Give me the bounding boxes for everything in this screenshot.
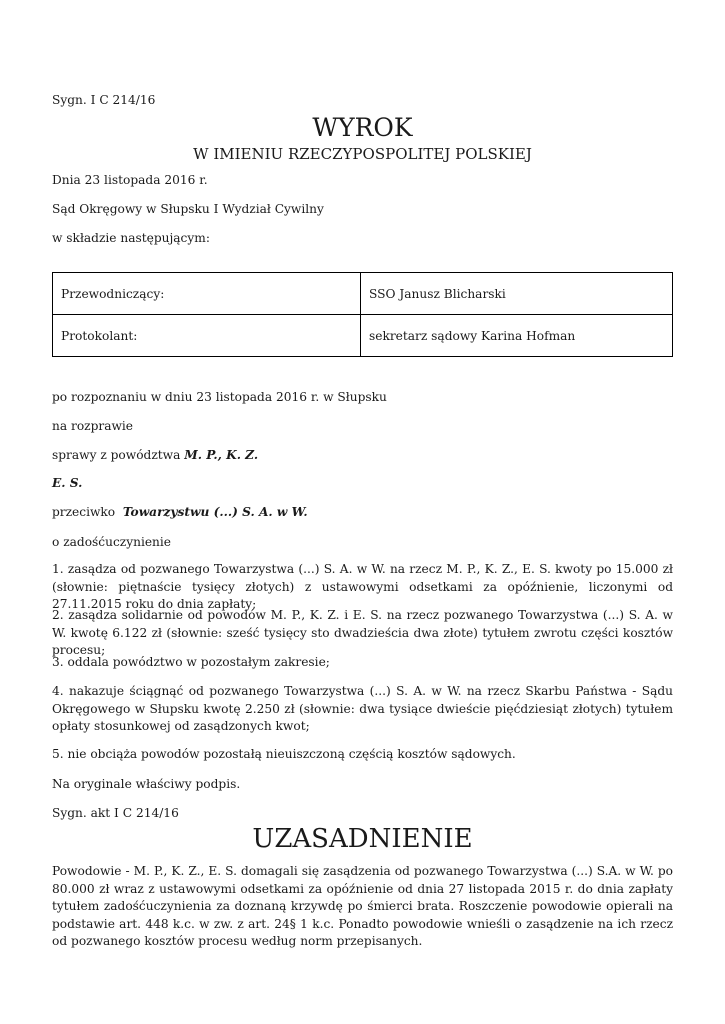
plaintiff-es: E. S. xyxy=(52,476,83,490)
justification-paragraph: Powodowie - M. P., K. Z., E. S. domagali się zasądzenia od pozwanego Towarzystwa (...) S.A. w W. po 80.000 zł wraz z ustawowymi odsetkami za opóźnienie od dnia 27 listopada 2015 r. do dnia zapłaty tytułem zadośćuczynienia za doznaną krzywdę po śmierci brata. Roszczenie powodowie opierali na podstawie art. 448 k.c. w zw. z art. 24§ 1 k.c. Ponadto powodowie wnieśli o zasądzenie na ich rzecz od pozwanego kosztów procesu według norm przepisanych. xyxy=(52,864,673,948)
table-row xyxy=(53,315,673,357)
panel-person: sekretarz sądowy Karina Hofman xyxy=(361,315,673,357)
table-row xyxy=(53,273,673,315)
hearing-line: na rozprawie xyxy=(52,419,134,433)
ruling-point-5: 5. nie obciąża powodów pozostałą nieuiszczoną częścią kosztów sądowych. xyxy=(52,747,516,761)
panel-person: SSO Janusz Blicharski xyxy=(361,273,673,315)
document-title: WYROK xyxy=(312,113,413,142)
composition-label: w składzie następującym: xyxy=(52,231,210,245)
ruling-point-1: 1. zasądza od pozwanego Towarzystwa (...) S. A. w W. na rzecz M. P., K. Z., E. S. kwoty po 15.000 zł (słownie: piętnaście tysięcy złotych) z ustawowymi odsetkami za opóźnienie, liczonymi od 27.11.2015 roku do dnia zapłaty; xyxy=(52,562,673,611)
judgment-date: Dnia 23 listopada 2016 r. xyxy=(52,173,208,187)
against-prefix: przeciwko xyxy=(52,505,120,519)
considered-line: po rozpoznaniu w dniu 23 listopada 2016 r. w Słupsku xyxy=(52,390,387,404)
justification-title: UZASADNIENIE xyxy=(252,824,473,854)
ruling-point-3: 3. oddala powództwo w pozostałym zakresie; xyxy=(52,655,330,669)
panel-role: Protokolant: xyxy=(53,315,361,357)
defendant: Towarzystwu (...) S. A. w W. xyxy=(122,505,308,519)
case-line xyxy=(52,447,258,463)
court-name: Sąd Okręgowy w Słupsku I Wydział Cywilny xyxy=(52,202,324,216)
ruling-point-2: 2. zasądza solidarnie od powodów M. P., K. Z. i E. S. na rzecz pozwanego Towarzystwa (...) S. A. w W. kwotę 6.122 zł (słownie: sześć tysięcy sto dwadzieścia dwa złote) tytułem zwrotu części kosztów procesu; xyxy=(52,608,673,657)
plaintiffs: M. P., K. Z. xyxy=(184,448,259,462)
document-subtitle: W IMIENIU RZECZYPOSPOLITEJ POLSKIEJ xyxy=(193,145,532,163)
panel-role: Przewodniczący: xyxy=(53,273,361,315)
signature-note: Na oryginale właściwy podpis. xyxy=(52,777,241,791)
ruling-point-4: 4. nakazuje ściągnąć od pozwanego Towarzystwa (...) S. A. w W. na rzecz Skarbu Państwa - Sądu Okręgowego w Słupsku kwotę 2.250 zł (słownie: dwa tysiące dwieście pięćdziesiąt złotych) tytułem opłaty stosunkowej od zasądzonych kwot; xyxy=(52,684,673,733)
subject-line: o zadośćuczynienie xyxy=(52,535,172,549)
court-panel-table xyxy=(52,272,673,357)
case-signature: Sygn. I C 214/16 xyxy=(52,93,156,107)
case-prefix: sprawy z powództwa xyxy=(52,448,185,462)
justification-signature: Sygn. akt I C 214/16 xyxy=(52,806,179,820)
against-line xyxy=(52,504,308,520)
